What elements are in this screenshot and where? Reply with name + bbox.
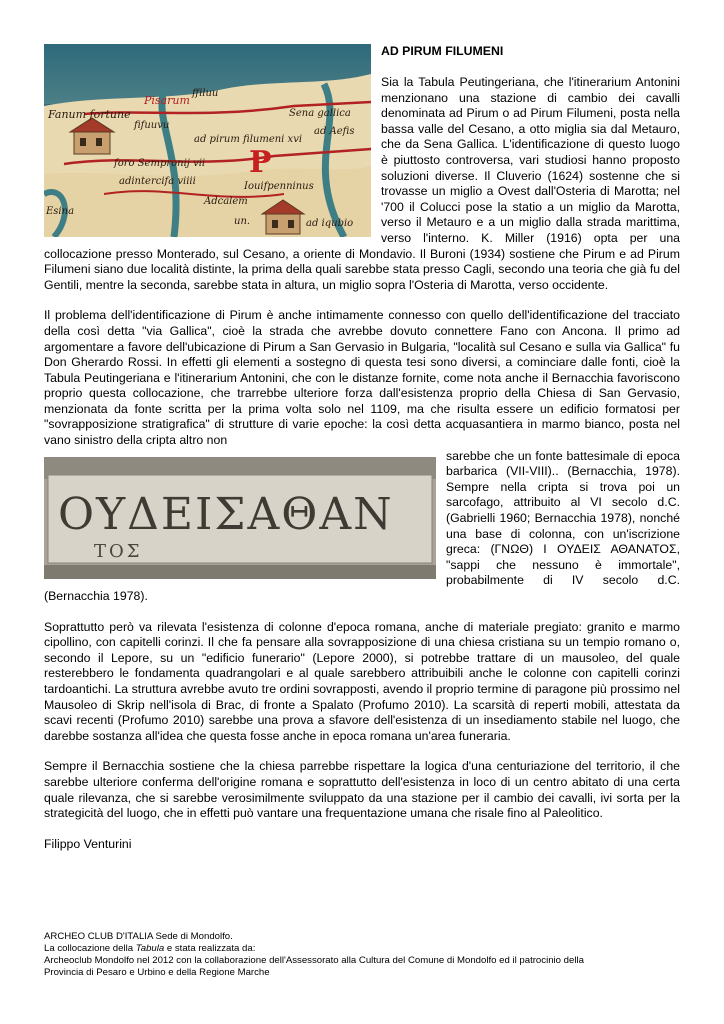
article [44, 44, 680, 851]
map-label: ad iqubio [306, 218, 354, 229]
inscription-line-1: ΟΥΔΕΙΣΑΘΑΝ [58, 488, 394, 540]
stone-illustration [44, 457, 436, 579]
footer-line-4: Provincia di Pesaro e Urbino e della Regione Marche [44, 967, 270, 978]
greek-inscription-stone-image [44, 457, 436, 579]
footer-line-3: Archeoclub Mondolfo nel 2012 con la collaborazione dell'Assessorato alla Cultura del Comune di Mondolfo ed il patrocinio della [44, 955, 584, 966]
paragraph-2a: Il problema dell'identificazione di Pirum è anche intimamente connesso con quello dell'identificazione del tracciato della così detta "via Gallica", cioè la strada che avrebbe dovuto connettere Fano con Ancona. Il primo ad argomentare a favore dell'ubicazione di Pirum a San Gervasio in Bulgaria, "località sul Cesano e sulla via Gallica" fu Don Gherardo Rossi. In effetti gli elementi a sostegno di questa tesi sono diversi, a cominciare dalle fonti, cioè la Tabula Peutingeriana e l'itinerarium Antonini, che con le distanze fornite, come nota anche il Bernacchia favoriscono proprio questa collocazione, che trarrebbe ulteriore forza dall'esistenza proprio della Chiesa di San Gervasio, menzionata da fonte scritta per la prima volta solo nel 1109, ma che risulta essere un edificio formatosi per "sovrapposizione stratigrafica" di strutture di varie epoche: la così detta acquasantiera in marmo bianco, posta nel vano sinistro della cripta altro non [44, 308, 680, 448]
map-label: Fanum fortune [48, 108, 131, 121]
paragraph-3: Soprattutto però va rilevata l'esistenza di colonne d'epoca romana, anche di materiale pregiato: granito e marmo cipollino, con capitelli corinzi. Il che fa pensare alla sovrapposizione di una chiesa cristiana su un tempio romano o, secondo il Lepore, su un "edificio funerario" (Lepore 2000), si potrebbe trattare di un mausoleo, del quale resterebbero le fondamenta quadrangolari e al quale sarebbero attribuibili anche le colonne con capitelli corinzi tardoantichi. La struttura avrebbe avuto tre ordini sovrapposti, avendo il proprio termine di paragone più prossimo nel Mausoleo di Skrip nell'isola di Brac, di fronte a Spalato (Profumo 2010). La scarsità di reperti mobili, attestata da scavi recenti (Profumo 2010) sarebbe una prova a sfavore dell'esistenza di un insediamento stabile nel luogo, che darebbe sostanza all'idea che questa fosse anche in epoca romana un'area funeraria. [44, 619, 680, 743]
author-signature: Filippo Venturini [44, 836, 132, 851]
map-label: ad pirum filumeni xvi [194, 134, 303, 145]
inscription-line-2: ΤΟΣ [94, 540, 143, 562]
footer [44, 931, 684, 979]
map-label: Pisarum [144, 94, 190, 107]
paragraph-4: Sempre il Bernacchia sostiene che la chiesa parrebbe rispettare la logica d'una centuriazione del territorio, il che sarebbe ulteriore conferma dell'origine romana e soprattutto dell'esistenza in loco di un centro abitato di una certa quale rilevanza, che si sarebbe verosimilmente sviluppato da una stazione per il cambio dei cavalli, ivi sorta per la strategicità del luogo, che in effetti può vantare una frequentazione umana che risale fino al Paleolitico. [44, 759, 680, 821]
footer-line-2-post: e stata realizzata da: [164, 943, 256, 954]
map-label: foro Sempronij vii [114, 158, 206, 169]
map-label: Esina [46, 206, 75, 217]
map-label: adintercifa viiii [119, 176, 196, 187]
article-title: AD PIRUM FILUMENI [381, 44, 504, 58]
map-label: fifuuvu [134, 120, 170, 131]
map-letter-p: P [249, 145, 272, 180]
map-illustration [44, 44, 371, 237]
paragraph-1: Sia la Tabula Peutingeriana, che l'itinerarium Antonini menzionano una stazione di cambio dei cavalli denominata ad Pirum o ad Pirum Filumeni, posta nella bassa valle del Cesano, a otto miglia sia dal Metauro, che da Sena Gallica. L'identificazione di questo luogo è piuttosto controversa, vari studiosi hanno proposto soluzioni diverse. Il Cluverio (1624) sostenne che si trovasse un miglio a Ovest dall'Osteria di Marotta; nel '700 il Colucci pose la statio a un miglio da Marotta, verso il Metauro e a un miglio dalla strada marittima, verso l'interno. K. Miller (1916) opta per una collocazione presso Monterado, sul Cesano, a oriente di Mondavio. Il Buroni (1934) sostiene che Pirum e ad Pirum Filumeni siano due località distinte, la prima della quali sarebbe stata presso Cagli, secondo una teoria che già fu del Gentili, mentre la seconda, sarebbe stata in altura, un miglio sopra l'Osteria di Marotta, verso occidente. [44, 75, 680, 292]
footer-line-2-em: Tabula [135, 943, 165, 954]
map-label: Sena gallica [289, 108, 351, 119]
footer-line-1: ARCHEO CLUB D'ITALIA Sede di Mondolfo. [44, 931, 233, 942]
map-label: ffiluu [192, 88, 219, 99]
map-label: un. [234, 216, 251, 227]
footer-line-2-pre: La collocazione della [44, 943, 136, 954]
tabula-peutingeriana-map-image [44, 44, 371, 237]
footer-line-2 [44, 943, 684, 955]
paragraph-2b: sarebbe che un fonte battesimale di epoca barbarica (VII-VIII).. (Bernacchia, 1978). Sempre nella cripta si trova poi un sarcofago, attribuito al VI secolo d.C. (Gabrielli 1960; Bernacchia 1978), nonché una base di colonna, con un'iscrizione greca: (ΓΝΩΘ) Ι ΟΥΔΕΙΣ ΑΘΑΝΑΤΟΣ, "sappi che nessuno è immortale", probabilmente di IV secolo d.C. (Bernacchia 1978). [44, 448, 680, 603]
map-label: Adcalem [204, 196, 248, 207]
map-label: Iouifpenninus [244, 181, 314, 192]
map-label: ad Aefis [314, 126, 355, 137]
